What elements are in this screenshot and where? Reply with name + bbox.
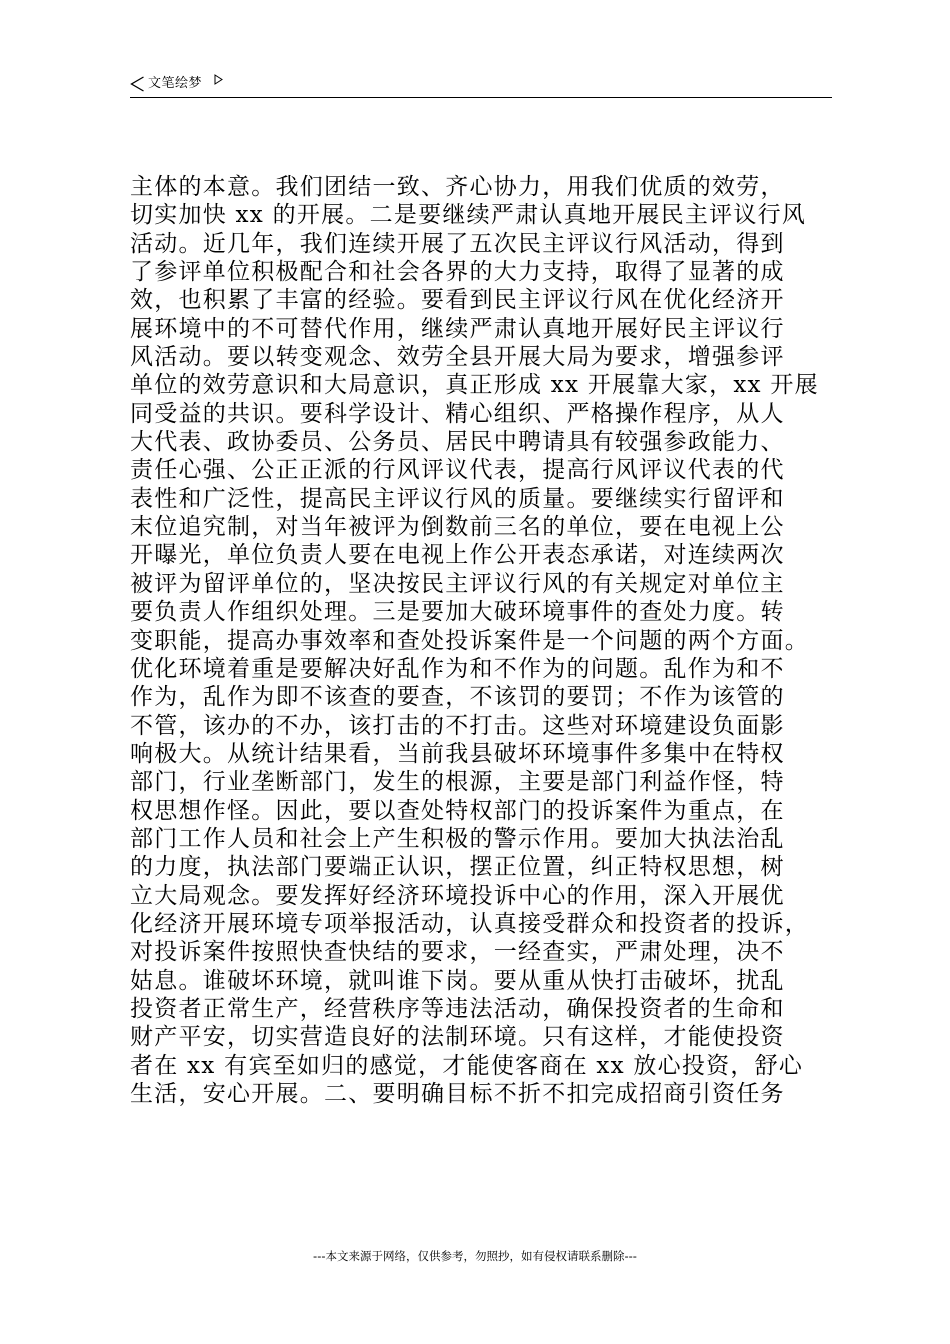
body-line: 不管，该办的不办，该打击的不打击。这些对环境建设负面影 [130,712,785,739]
body-line: 大代表、政协委员、公务员、居民中聘请具有较强参政能力、 [130,429,785,456]
body-line: 响极大。从统计结果看，当前我县破坏环境事件多集中在特权 [130,740,785,767]
body-line: 生活，安心开展。二、要明确目标不折不扣完成招商引资任务 [130,1081,785,1107]
body-line: 姑息。谁破坏环境，就叫谁下岗。要从重从快打击破坏，扰乱 [130,967,785,994]
body-line: 责任心强、公正正派的行风评议代表，提高行风评议代表的代 [130,457,785,484]
body-line: 对投诉案件按照快查快结的要求，一经查实，严肃处理，决不 [130,939,785,966]
body-line: 主体的本意。我们团结一致、齐心协力，用我们优质的效劳， [130,174,785,200]
body-line: 的力度，执法部门要端正认识，摆正位置，纠正特权思想，树 [130,854,785,881]
left-triangle-icon [130,76,145,92]
body-line: 要负责人作组织处理。三是要加大破环境事件的查处力度。转 [130,599,785,626]
body-line: 表性和广泛性，提高民主评议行风的质量。要继续实行留评和 [130,485,785,512]
body-line: 开曝光，单位负责人要在电视上作公开表态承诺，对连续两次 [130,542,785,569]
body-line: 部门，行业垄断部门，发生的根源，主要是部门利益作怪，特 [130,769,785,796]
body-line: 权思想作怪。因此，要以查处特权部门的投诉案件为重点，在 [130,797,785,824]
body-line: 同受益的共识。要科学设计、精心组织、严格操作程序，从人 [130,400,785,427]
body-line: 立大局观念。要发挥好经济环境投诉中心的作用，深入开展优 [130,882,785,909]
body-line: 作为，乱作为即不该查的要查，不该罚的要罚；不作为该管的 [130,684,785,711]
body-line: 投资者正常生产，经营秩序等违法活动，确保投资者的生命和 [130,995,785,1022]
body-line: 变职能，提高办事效率和查处投诉案件是一个问题的两个方面。 [130,627,809,654]
body-line: 了参评单位积极配合和社会各界的大力支持，取得了显著的成 [130,259,785,286]
body-line: 财产平安，切实营造良好的法制环境。只有这样，才能使投资 [130,1024,785,1051]
body-line: 优化环境着重是要解决好乱作为和不作为的问题。乱作为和不 [130,655,785,682]
document-body [130,173,842,1108]
footer-disclaimer: ---本文来源于网络，仅供参考，勿照抄，如有侵权请联系删除--- [313,1249,637,1263]
body-line: 效，也积累了丰富的经验。要看到民主评议行风在优化经济开 [130,287,785,314]
body-line: 化经济开展环境专项举报活动，认真接受群众和投资者的投诉， [130,910,809,937]
body-line: 部门工作人员和社会上产生积极的警示作用。要加大执法治乱 [130,825,785,852]
body-line: 活动。近几年，我们连续开展了五次民主评议行风活动，得到 [130,230,785,257]
body-line: 单位的效劳意识和大局意识，真正形成 xx 开展靠大家，xx 开展 [130,372,819,399]
right-triangle-icon [214,74,223,85]
body-line: 者在 xx 有宾至如归的感觉，才能使客商在 xx 放心投资，舒心 [130,1052,804,1079]
body-line: 切实加快 xx 的开展。二是要继续严肃认真地开展民主评议行风 [130,202,807,229]
header-brand: 文笔绘梦 [148,76,203,91]
body-line: 末位追究制，对当年被评为倒数前三名的单位，要在电视上公 [130,514,785,541]
page-header [130,72,832,98]
body-line: 风活动。要以转变观念、效劳全县开展大局为要求，增强参评 [130,344,785,371]
header-divider [130,97,832,98]
body-line: 展环境中的不可替代作用，继续严肃认真地开展好民主评议行 [130,315,785,342]
body-line: 被评为留评单位的，坚决按民主评议行风的有关规定对单位主 [130,570,785,597]
